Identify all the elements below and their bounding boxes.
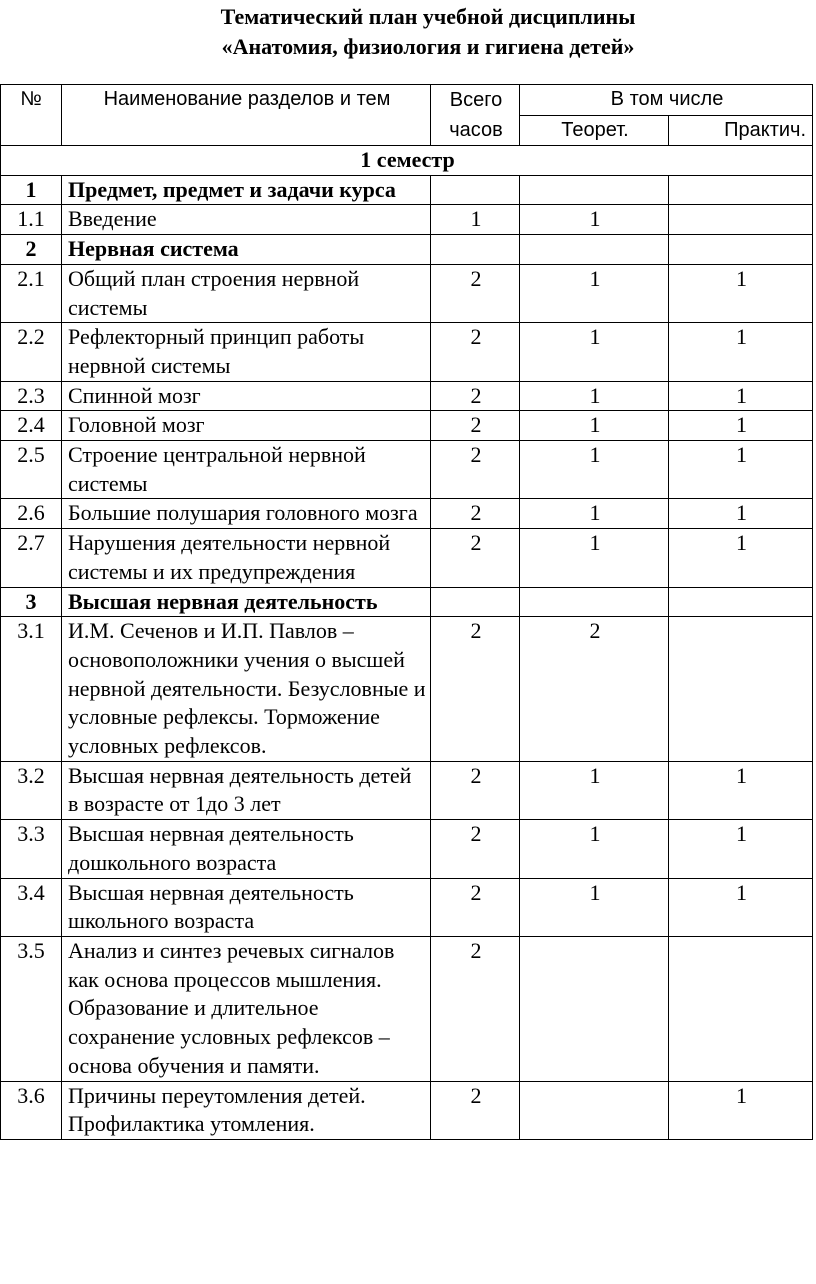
row-number: 3.5 [1,936,62,1081]
row-total-hours: 2 [431,381,520,411]
row-practice-hours: 1 [669,323,813,381]
row-number: 1 [1,175,62,205]
row-total-hours: 1 [431,205,520,235]
row-total-hours: 2 [431,529,520,587]
document-title-line2: «Анатомия, физиология и гигиена детей» [221,34,635,59]
row-practice-hours [669,587,813,617]
table-row [1,323,813,381]
row-total-hours [431,587,520,617]
table-row [1,1081,813,1139]
row-name: Нервная система [62,235,431,265]
row-name: Рефлекторный принцип работы нервной системы [62,323,431,381]
header-name: Наименование разделов и тем [62,85,431,146]
row-number: 3.3 [1,820,62,878]
header-theor: Теорет. [520,115,669,146]
row-practice-hours: 1 [669,499,813,529]
row-practice-hours: 1 [669,441,813,499]
row-number: 2.7 [1,529,62,587]
row-theory-hours: 1 [520,441,669,499]
row-theory-hours: 1 [520,205,669,235]
row-name: Высшая нервная деятельность [62,587,431,617]
row-name: Строение центральной нервной системы [62,441,431,499]
row-name: Причины переутомления детей. Профилактика утомления. [62,1081,431,1139]
row-theory-hours [520,936,669,1081]
semester-row [1,146,813,176]
row-theory-hours: 1 [520,323,669,381]
header-num: № [1,85,62,146]
row-practice-hours: 1 [669,878,813,936]
header-total-line2: часов [449,119,503,141]
row-name: Высшая нервная деятельность детей в возрасте от 1до 3 лет [62,761,431,819]
row-number: 2.4 [1,411,62,441]
row-practice-hours: 1 [669,411,813,441]
row-theory-hours: 1 [520,499,669,529]
table-row [1,820,813,878]
row-total-hours: 2 [431,761,520,819]
table-row [1,878,813,936]
row-total-hours: 2 [431,411,520,441]
row-practice-hours: 1 [669,1081,813,1139]
table-row [1,411,813,441]
row-name: Головной мозг [62,411,431,441]
semester-label: 1 семестр [1,146,813,176]
row-name: Введение [62,205,431,235]
row-total-hours: 2 [431,264,520,322]
row-number: 3.1 [1,617,62,762]
row-name: Высшая нервная деятельность дошкольного возраста [62,820,431,878]
row-practice-hours [669,936,813,1081]
table-row [1,617,813,762]
row-theory-hours: 2 [520,617,669,762]
table-row [1,441,813,499]
row-practice-hours: 1 [669,761,813,819]
row-practice-hours [669,175,813,205]
row-number: 2.5 [1,441,62,499]
row-number: 2 [1,235,62,265]
table-row [1,499,813,529]
row-number: 2.6 [1,499,62,529]
table-row [1,264,813,322]
row-theory-hours: 1 [520,761,669,819]
row-number: 3.6 [1,1081,62,1139]
section-row [1,235,813,265]
row-name: Анализ и синтез речевых сигналов как основа процессов мышления. Образование и длительное сохранение условных рефлексов – основа обучения и памяти. [62,936,431,1081]
row-number: 3.4 [1,878,62,936]
row-theory-hours: 1 [520,264,669,322]
row-total-hours [431,235,520,265]
row-name: Высшая нервная деятельность школьного возраста [62,878,431,936]
row-practice-hours [669,205,813,235]
row-practice-hours: 1 [669,264,813,322]
row-name: Большие полушария головного мозга [62,499,431,529]
row-theory-hours: 1 [520,411,669,441]
row-practice-hours: 1 [669,820,813,878]
row-name: Спинной мозг [62,381,431,411]
row-practice-hours [669,235,813,265]
row-number: 1.1 [1,205,62,235]
row-total-hours: 2 [431,323,520,381]
table-row [1,936,813,1081]
table-row [1,761,813,819]
row-name: Общий план строения нервной системы [62,264,431,322]
row-number: 3 [1,587,62,617]
header-total [431,85,520,146]
row-theory-hours: 1 [520,381,669,411]
section-row [1,175,813,205]
row-total-hours: 2 [431,617,520,762]
section-row [1,587,813,617]
row-theory-hours [520,175,669,205]
header-pract: Практич. [669,115,813,146]
document-title-line1: Тематический план учебной дисциплины [220,4,636,29]
row-number: 2.3 [1,381,62,411]
row-theory-hours: 1 [520,878,669,936]
row-total-hours: 2 [431,499,520,529]
row-theory-hours: 1 [520,529,669,587]
row-theory-hours [520,1081,669,1139]
header-total-line1: Всего [449,89,503,111]
table-row [1,205,813,235]
row-total-hours [431,175,520,205]
row-theory-hours [520,587,669,617]
row-name: Предмет, предмет и задачи курса [62,175,431,205]
row-number: 2.2 [1,323,62,381]
row-total-hours: 2 [431,1081,520,1139]
row-total-hours: 2 [431,936,520,1081]
row-practice-hours: 1 [669,381,813,411]
table-row [1,381,813,411]
row-name: Нарушения деятельности нервной системы и их предупреждения [62,529,431,587]
thematic-plan-table [0,84,813,1140]
row-number: 2.1 [1,264,62,322]
row-practice-hours [669,617,813,762]
row-name: И.М. Сеченов и И.П. Павлов – основоположники учения о высшей нервной деятельности. Безусловные и условные рефлексы. Торможение условных рефлексов. [62,617,431,762]
row-total-hours: 2 [431,441,520,499]
row-total-hours: 2 [431,878,520,936]
table-row [1,529,813,587]
header-row-1 [1,85,813,116]
row-theory-hours [520,235,669,265]
row-practice-hours: 1 [669,529,813,587]
header-including: В том числе [520,85,813,116]
row-number: 3.2 [1,761,62,819]
row-total-hours: 2 [431,820,520,878]
row-theory-hours: 1 [520,820,669,878]
